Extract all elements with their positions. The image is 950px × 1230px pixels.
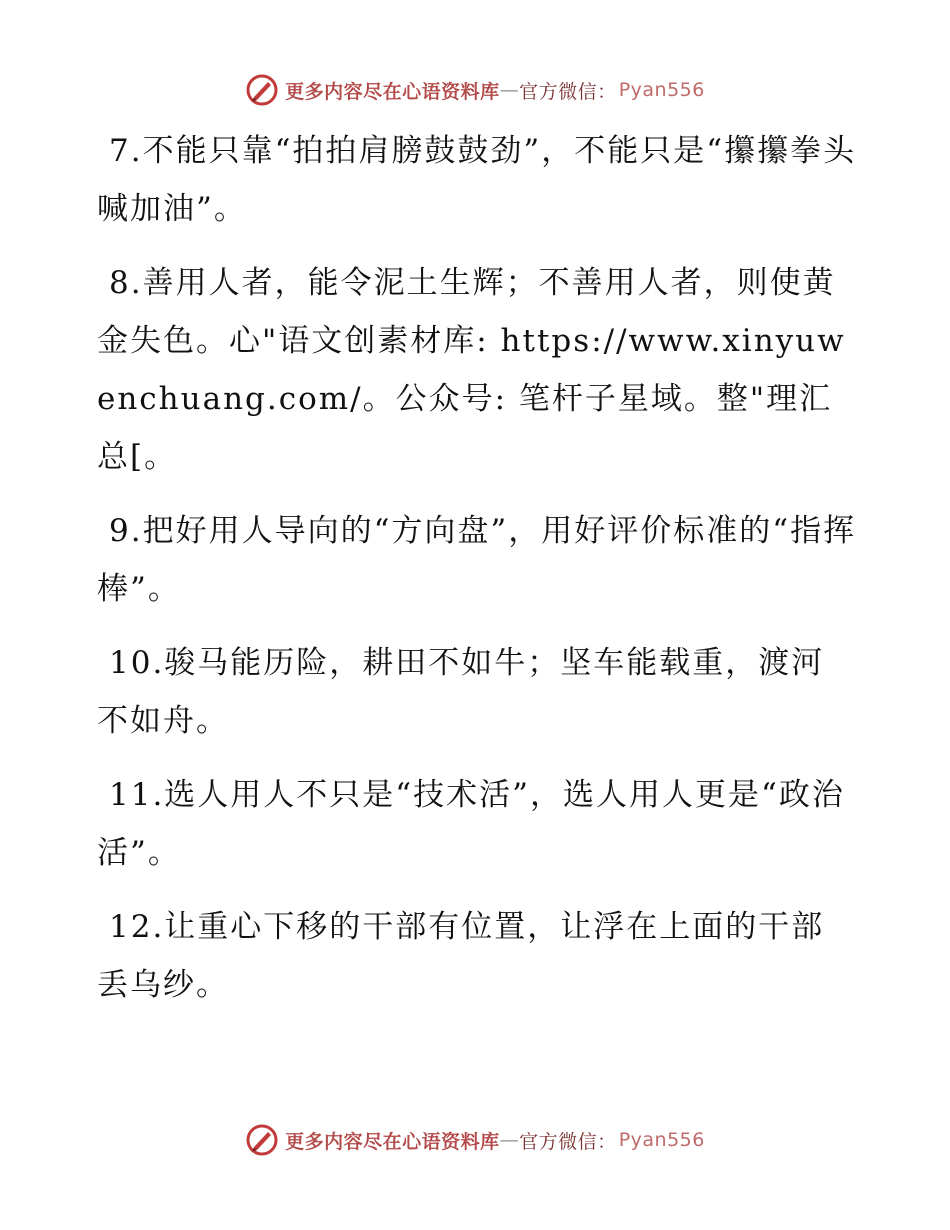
footer-dash: —: [499, 1129, 520, 1151]
list-item: [97, 502, 857, 618]
header-wechat-id: Pyan556: [618, 79, 705, 101]
footer-brand: 更多内容尽在心语资料库: [285, 1130, 500, 1153]
pen-logo-icon: [245, 73, 279, 107]
list-item: [97, 898, 857, 1014]
list-item-text: 12.让重心下移的干部有位置，让浮在上面的干部丢乌纱。: [97, 909, 825, 1003]
footer-official-label: 官方微信：: [519, 1130, 617, 1153]
header-official-label: 官方微信：: [519, 80, 617, 103]
list-item-text: 10.骏马能历险，耕田不如牛；坚车能载重，渡河不如舟。: [97, 645, 825, 739]
document-body: [97, 122, 857, 1030]
list-item: [97, 634, 857, 750]
page-footer: [0, 1122, 950, 1158]
list-item: [97, 254, 857, 486]
list-item-text: 7.不能只靠“拍拍肩膀鼓鼓劲”，不能只是“攥攥拳头喊加油”。: [97, 133, 857, 227]
list-item-text: 8.善用人者，能令泥土生辉；不善用人者，则使黄金失色。心"语文创素材库: https://www.xinyuwenchuang.com/。公众号: 笔杆子星域。整"理汇总[。: [97, 265, 846, 475]
page-header: [0, 72, 950, 108]
list-item-text: 9.把好用人导向的“方向盘”，用好评价标准的“指挥棒”。: [97, 513, 857, 607]
footer-wechat-id: Pyan556: [618, 1129, 705, 1151]
pen-logo-icon: [245, 1123, 279, 1157]
header-brand: 更多内容尽在心语资料库: [285, 80, 500, 103]
list-item: [97, 122, 857, 238]
list-item-text: 11.选人用人不只是“技术活”，选人用人更是“政治活”。: [97, 777, 845, 871]
list-item: [97, 766, 857, 882]
header-dash: —: [499, 79, 520, 101]
